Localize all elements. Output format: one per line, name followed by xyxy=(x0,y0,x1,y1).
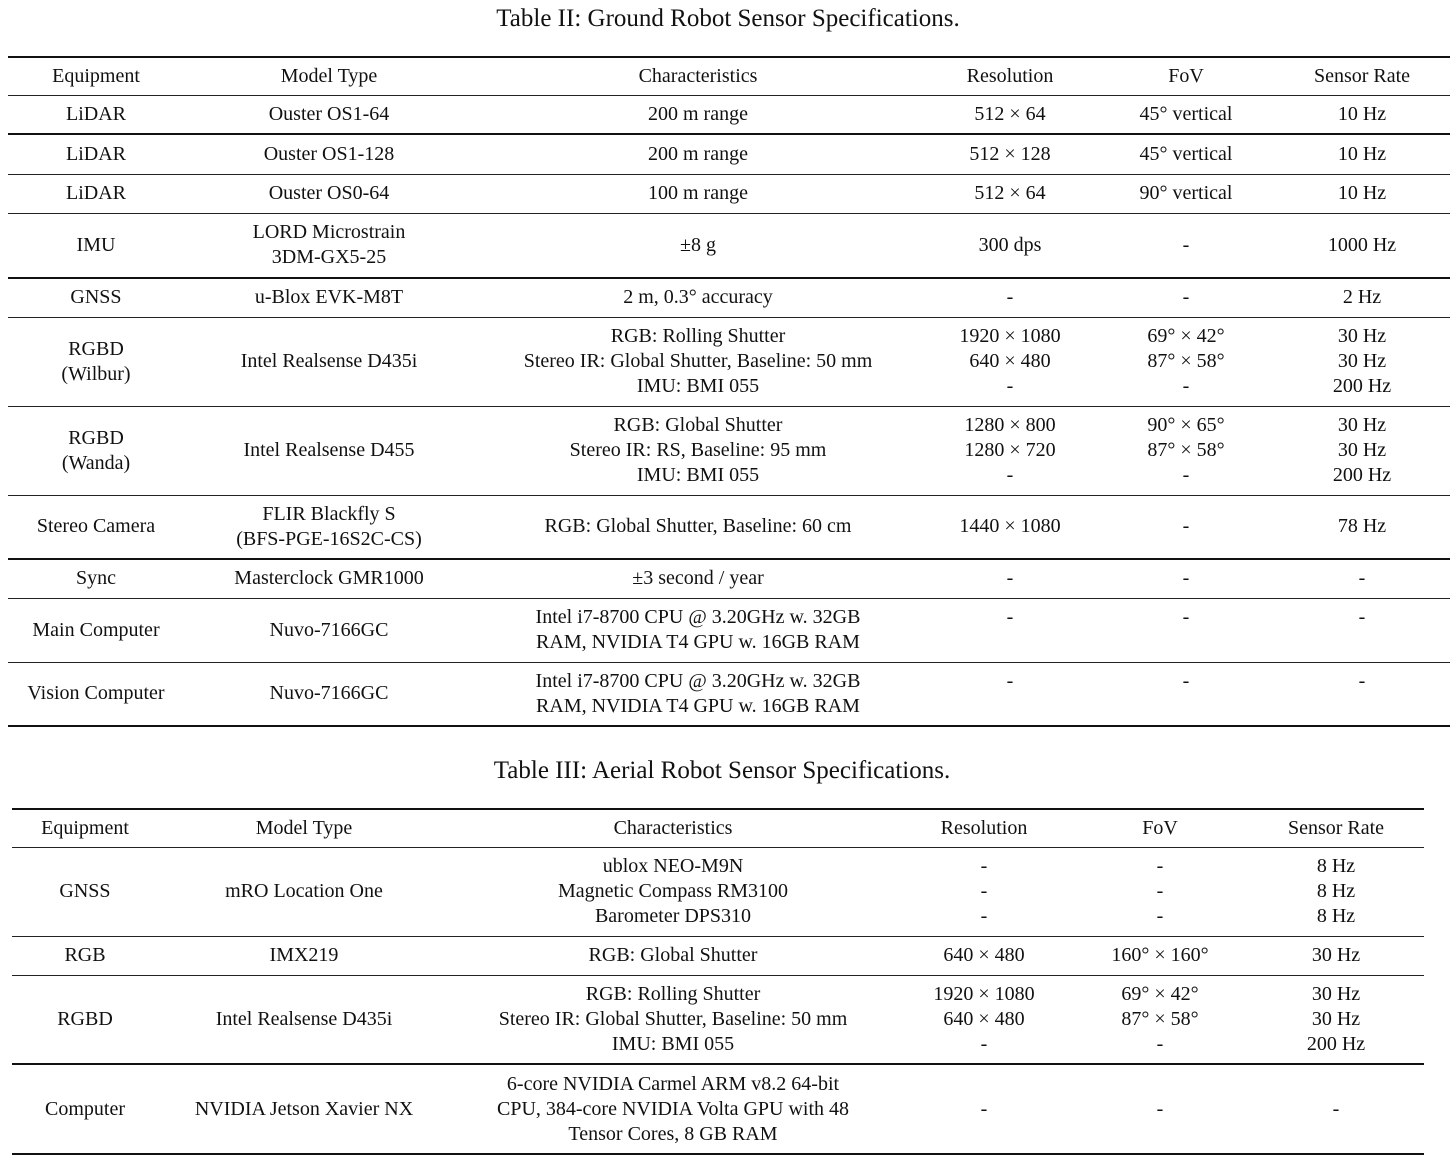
header-characteristics: Characteristics xyxy=(450,809,896,847)
cell-line: - xyxy=(1182,375,1190,397)
cell-line: - xyxy=(980,1097,988,1120)
equipment-cell xyxy=(8,317,184,406)
cell-line: Nuvo-7166GC xyxy=(269,682,389,705)
sensor-rate-cell xyxy=(1274,559,1450,598)
cell-line: Stereo IR: Global Shutter, Baseline: 50 mm xyxy=(498,1007,848,1030)
cell-line: - xyxy=(1182,286,1190,309)
cell-line: 90° × 65° xyxy=(1147,414,1225,436)
cell-line: - xyxy=(1006,605,1014,628)
fov-cell xyxy=(1098,598,1274,662)
sensor-rate-cell xyxy=(1274,278,1450,317)
cell-line: RGB: Global Shutter xyxy=(613,414,783,436)
cell-line: 90° vertical xyxy=(1139,182,1233,204)
characteristics-cell xyxy=(450,1064,896,1154)
characteristics-cell xyxy=(474,278,922,317)
resolution-cell xyxy=(896,1064,1072,1154)
fov-cell xyxy=(1098,213,1274,278)
equipment-cell xyxy=(12,1064,158,1154)
table-row xyxy=(12,936,1424,975)
model-type-cell xyxy=(184,174,474,213)
cell-line: (Wilbur) xyxy=(61,362,131,385)
characteristics-cell xyxy=(450,936,896,975)
cell-line: RAM, NVIDIA T4 GPU w. 16GB RAM xyxy=(536,694,860,717)
cell-line: 200 Hz xyxy=(1332,464,1392,486)
cell-line: 30 Hz xyxy=(1311,982,1361,1005)
header-equipment: Equipment xyxy=(12,809,158,847)
cell-line: ±8 g xyxy=(680,233,716,256)
table-row xyxy=(8,559,1450,598)
cell-line: - xyxy=(980,855,988,877)
cell-line: Barometer DPS310 xyxy=(594,905,752,927)
characteristics-cell xyxy=(474,495,922,559)
sensor-rate-cell xyxy=(1274,213,1450,278)
sensor-rate-cell xyxy=(1274,406,1450,495)
characteristics-cell xyxy=(474,406,922,495)
cell-line: NVIDIA Jetson Xavier NX xyxy=(194,1097,414,1120)
resolution-cell xyxy=(896,975,1072,1064)
equipment-cell xyxy=(12,975,158,1064)
cell-line: 78 Hz xyxy=(1337,515,1387,538)
equipment-cell xyxy=(8,278,184,317)
resolution-cell xyxy=(922,495,1098,559)
cell-line: RGBD xyxy=(68,426,124,449)
cell-line: FLIR Blackfly S xyxy=(262,502,396,525)
equipment-cell xyxy=(8,174,184,213)
characteristics-cell xyxy=(474,662,922,726)
cell-line: 8 Hz xyxy=(1316,880,1356,902)
cell-line: RGB: Global Shutter xyxy=(588,944,758,966)
table-3-header-row xyxy=(12,809,1424,847)
fov-cell xyxy=(1072,847,1248,936)
cell-line: 87° × 58° xyxy=(1147,439,1225,461)
cell-line: 2 m, 0.3° accuracy xyxy=(623,286,773,309)
fov-cell xyxy=(1072,1064,1248,1154)
cell-line: Stereo IR: Global Shutter, Baseline: 50 mm xyxy=(523,350,873,372)
cell-line: RGBD xyxy=(57,1007,113,1030)
table-3-caption: Table III: Aerial Robot Sensor Specifications. xyxy=(493,757,951,784)
resolution-cell xyxy=(922,559,1098,598)
cell-line: (BFS-PGE-16S2C-CS) xyxy=(236,527,422,550)
table-row xyxy=(8,95,1450,134)
fov-cell xyxy=(1098,174,1274,213)
cell-line: Intel Realsense D435i xyxy=(240,350,418,372)
cell-line: 30 Hz xyxy=(1311,1007,1361,1030)
cell-line: 10 Hz xyxy=(1337,182,1387,204)
header-characteristics: Characteristics xyxy=(474,57,922,95)
cell-line: 6-core NVIDIA Carmel ARM v8.2 64-bit xyxy=(506,1072,840,1095)
equipment-cell xyxy=(8,662,184,726)
fov-cell xyxy=(1098,278,1274,317)
header-resolution: Resolution xyxy=(896,809,1072,847)
cell-line: RGB xyxy=(64,944,106,966)
table-row xyxy=(8,278,1450,317)
cell-line: Intel i7-8700 CPU @ 3.20GHz w. 32GB xyxy=(535,669,861,692)
table-row xyxy=(8,317,1450,406)
cell-line: (Wanda) xyxy=(61,451,131,474)
cell-line: 30 Hz xyxy=(1337,325,1387,347)
cell-line: CPU, 384-core NVIDIA Volta GPU with 48 xyxy=(496,1097,850,1120)
characteristics-cell xyxy=(474,174,922,213)
cell-line: IMU: BMI 055 xyxy=(636,464,760,486)
fov-cell xyxy=(1098,317,1274,406)
characteristics-cell xyxy=(474,95,922,134)
cell-line: Ouster OS1-128 xyxy=(263,142,395,165)
cell-line: - xyxy=(1358,605,1366,628)
table-row xyxy=(12,1064,1424,1154)
cell-line: 640 × 480 xyxy=(969,350,1051,372)
equipment-cell xyxy=(12,847,158,936)
model-type-cell xyxy=(184,278,474,317)
cell-line: 10 Hz xyxy=(1337,102,1387,125)
header-fov: FoV xyxy=(1098,57,1274,95)
resolution-cell xyxy=(922,134,1098,174)
cell-line: RGB: Global Shutter, Baseline: 60 cm xyxy=(544,515,852,538)
cell-line: Stereo Camera xyxy=(36,515,156,538)
equipment-cell xyxy=(8,95,184,134)
fov-cell xyxy=(1098,559,1274,598)
model-type-cell xyxy=(158,936,450,975)
equipment-cell xyxy=(8,495,184,559)
fov-cell xyxy=(1098,406,1274,495)
cell-line: 200 Hz xyxy=(1332,375,1392,397)
sensor-rate-cell xyxy=(1274,317,1450,406)
cell-line: 3DM-GX5-25 xyxy=(271,246,387,269)
cell-line: RGB: Rolling Shutter xyxy=(585,982,761,1005)
cell-line: 30 Hz xyxy=(1337,439,1387,461)
model-type-cell xyxy=(158,847,450,936)
cell-line: Ouster OS0-64 xyxy=(268,182,390,204)
cell-line: 160° × 160° xyxy=(1111,944,1209,966)
cell-line: - xyxy=(1156,855,1164,877)
header-equipment: Equipment xyxy=(8,57,184,95)
fov-cell xyxy=(1072,936,1248,975)
cell-line: - xyxy=(1358,669,1366,692)
cell-line: - xyxy=(1358,567,1366,590)
cell-line: - xyxy=(1182,515,1190,538)
cell-line: 30 Hz xyxy=(1337,350,1387,372)
characteristics-cell xyxy=(474,317,922,406)
cell-line: - xyxy=(1006,286,1014,309)
table-row xyxy=(8,406,1450,495)
sensor-rate-cell xyxy=(1248,1064,1424,1154)
cell-line: Sync xyxy=(76,567,116,590)
sensor-rate-cell xyxy=(1274,134,1450,174)
cell-line: 200 m range xyxy=(648,102,748,125)
model-type-cell xyxy=(158,1064,450,1154)
sensor-rate-cell xyxy=(1274,95,1450,134)
model-type-cell xyxy=(184,495,474,559)
resolution-cell xyxy=(922,317,1098,406)
resolution-cell xyxy=(896,936,1072,975)
table-row xyxy=(8,662,1450,726)
cell-line: - xyxy=(1182,669,1190,692)
cell-line: 200 m range xyxy=(648,142,748,165)
characteristics-cell xyxy=(474,134,922,174)
model-type-cell xyxy=(184,134,474,174)
model-type-cell xyxy=(184,662,474,726)
cell-line: Magnetic Compass RM3100 xyxy=(558,880,788,902)
resolution-cell xyxy=(922,174,1098,213)
cell-line: Vision Computer xyxy=(27,682,165,705)
cell-line: - xyxy=(980,1032,988,1055)
cell-line: 200 Hz xyxy=(1306,1032,1366,1055)
cell-line: 512 × 64 xyxy=(974,102,1046,125)
sensor-rate-cell xyxy=(1248,847,1424,936)
cell-line: IMU: BMI 055 xyxy=(636,375,760,397)
cell-line: - xyxy=(1156,1097,1164,1120)
model-type-cell xyxy=(184,213,474,278)
table-row xyxy=(8,174,1450,213)
cell-line: - xyxy=(1156,905,1164,927)
cell-line: Main Computer xyxy=(32,618,160,641)
cell-line: 512 × 64 xyxy=(974,182,1046,204)
table-2-caption: Table II: Ground Robot Sensor Specifications. xyxy=(496,5,960,32)
cell-line: 512 × 128 xyxy=(969,142,1051,165)
cell-line: GNSS xyxy=(59,880,111,902)
table-row xyxy=(8,598,1450,662)
cell-line: - xyxy=(1182,464,1190,486)
cell-line: 100 m range xyxy=(648,182,748,204)
cell-line: IMX219 xyxy=(269,944,339,966)
table-row xyxy=(8,213,1450,278)
cell-line: u-Blox EVK-M8T xyxy=(254,286,404,309)
model-type-cell xyxy=(158,975,450,1064)
cell-line: ±3 second / year xyxy=(632,567,764,590)
model-type-cell xyxy=(184,317,474,406)
table-row xyxy=(12,975,1424,1064)
cell-line: ublox NEO-M9N xyxy=(602,855,744,877)
table-row xyxy=(12,847,1424,936)
cell-line: 640 × 480 xyxy=(943,1007,1025,1030)
characteristics-cell xyxy=(450,847,896,936)
cell-line: 45° vertical xyxy=(1139,102,1233,125)
header-model-type: Model Type xyxy=(184,57,474,95)
model-type-cell xyxy=(184,598,474,662)
fov-cell xyxy=(1098,495,1274,559)
cell-line: IMU xyxy=(76,233,116,256)
cell-line: - xyxy=(1156,1032,1164,1055)
fov-cell xyxy=(1098,134,1274,174)
cell-line: - xyxy=(1182,605,1190,628)
equipment-cell xyxy=(8,406,184,495)
ground-robot-sensor-table xyxy=(8,56,1450,727)
cell-line: - xyxy=(1332,1097,1340,1120)
characteristics-cell xyxy=(474,598,922,662)
sensor-rate-cell xyxy=(1248,936,1424,975)
cell-line: GNSS xyxy=(70,286,122,309)
cell-line: 87° × 58° xyxy=(1147,350,1225,372)
cell-line: - xyxy=(980,880,988,902)
characteristics-cell xyxy=(474,559,922,598)
cell-line: 1280 × 800 xyxy=(964,414,1056,436)
resolution-cell xyxy=(896,847,1072,936)
equipment-cell xyxy=(8,598,184,662)
cell-line: RGBD xyxy=(68,337,124,360)
cell-line: 30 Hz xyxy=(1337,414,1387,436)
model-type-cell xyxy=(184,559,474,598)
resolution-cell xyxy=(922,662,1098,726)
table-row xyxy=(8,134,1450,174)
cell-line: Ouster OS1-64 xyxy=(268,102,390,125)
cell-line: 1920 × 1080 xyxy=(959,325,1061,347)
cell-line: - xyxy=(1006,375,1014,397)
cell-line: 1280 × 720 xyxy=(964,439,1056,461)
cell-line: - xyxy=(1006,567,1014,590)
cell-line: Intel i7-8700 CPU @ 3.20GHz w. 32GB xyxy=(535,605,861,628)
cell-line: 1440 × 1080 xyxy=(959,515,1061,538)
fov-cell xyxy=(1072,975,1248,1064)
cell-line: IMU: BMI 055 xyxy=(611,1032,735,1055)
cell-line: LiDAR xyxy=(66,182,126,204)
cell-line: RAM, NVIDIA T4 GPU w. 16GB RAM xyxy=(536,630,860,653)
sensor-rate-cell xyxy=(1274,598,1450,662)
equipment-cell xyxy=(8,559,184,598)
cell-line: 87° × 58° xyxy=(1121,1007,1199,1030)
cell-line: Masterclock GMR1000 xyxy=(234,567,424,590)
cell-line: LiDAR xyxy=(66,142,126,165)
cell-line: 640 × 480 xyxy=(943,944,1025,966)
cell-line: 1920 × 1080 xyxy=(933,982,1035,1005)
header-sensor-rate: Sensor Rate xyxy=(1274,57,1450,95)
header-resolution: Resolution xyxy=(922,57,1098,95)
cell-line: 69° × 42° xyxy=(1121,982,1199,1005)
model-type-cell xyxy=(184,95,474,134)
cell-line: - xyxy=(1182,567,1190,590)
header-fov: FoV xyxy=(1072,809,1248,847)
cell-line: 30 Hz xyxy=(1311,944,1361,966)
cell-line: Stereo IR: RS, Baseline: 95 mm xyxy=(569,439,827,461)
cell-line: Intel Realsense D435i xyxy=(215,1007,393,1030)
sensor-rate-cell xyxy=(1248,975,1424,1064)
equipment-cell xyxy=(12,936,158,975)
cell-line: 45° vertical xyxy=(1139,142,1233,165)
cell-line: 1000 Hz xyxy=(1327,233,1397,256)
cell-line: Nuvo-7166GC xyxy=(269,618,389,641)
cell-line: - xyxy=(1156,880,1164,902)
cell-line: Tensor Cores, 8 GB RAM xyxy=(568,1122,778,1145)
cell-line: mRO Location One xyxy=(225,880,383,902)
cell-line: - xyxy=(980,905,988,927)
cell-line: - xyxy=(1006,464,1014,486)
resolution-cell xyxy=(922,213,1098,278)
equipment-cell xyxy=(8,213,184,278)
cell-line: RGB: Rolling Shutter xyxy=(610,325,786,347)
resolution-cell xyxy=(922,278,1098,317)
fov-cell xyxy=(1098,95,1274,134)
table-2-header-row xyxy=(8,57,1450,95)
model-type-cell xyxy=(184,406,474,495)
cell-line: Computer xyxy=(45,1097,125,1120)
cell-line: 10 Hz xyxy=(1337,142,1387,165)
cell-line: 8 Hz xyxy=(1316,855,1356,877)
cell-line: 69° × 42° xyxy=(1147,325,1225,347)
sensor-rate-cell xyxy=(1274,174,1450,213)
cell-line: - xyxy=(1182,233,1190,256)
cell-line: - xyxy=(1006,669,1014,692)
header-sensor-rate: Sensor Rate xyxy=(1248,809,1424,847)
cell-line: LORD Microstrain xyxy=(252,221,406,244)
resolution-cell xyxy=(922,95,1098,134)
sensor-rate-cell xyxy=(1274,495,1450,559)
cell-line: LiDAR xyxy=(66,102,126,125)
table-row xyxy=(8,495,1450,559)
equipment-cell xyxy=(8,134,184,174)
sensor-rate-cell xyxy=(1274,662,1450,726)
characteristics-cell xyxy=(474,213,922,278)
cell-line: Intel Realsense D455 xyxy=(243,439,415,461)
cell-line: 8 Hz xyxy=(1316,905,1356,927)
fov-cell xyxy=(1098,662,1274,726)
resolution-cell xyxy=(922,406,1098,495)
resolution-cell xyxy=(922,598,1098,662)
cell-line: 2 Hz xyxy=(1342,286,1382,309)
aerial-robot-sensor-table xyxy=(12,808,1424,1155)
characteristics-cell xyxy=(450,975,896,1064)
cell-line: 300 dps xyxy=(978,233,1042,256)
header-model-type: Model Type xyxy=(158,809,450,847)
